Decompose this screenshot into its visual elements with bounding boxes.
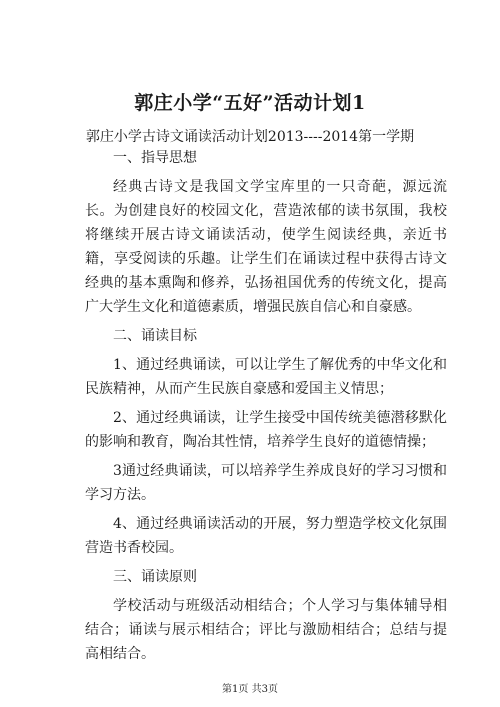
paragraph-goal-4: 4、通过经典诵读活动的开展，努力塑造学校文化氛围营造书香校园。 bbox=[85, 516, 447, 556]
paragraph-guiding-ideas: 经典古诗文是我国文学宝库里的一只奇葩，源远流长。为创建良好的校园文化，营造浓郁的读书氛围，我校将继续开展古诗文诵读活动，使学生阅读经典，亲近书籍，享受阅读的乐趣。让学生们在诵读过程中获得古诗文经典的基本熏陶和修养，弘扬祖国优秀的传统文化，提高广大学生文化和道德素质，增强民族自信心和自豪感。 bbox=[85, 179, 447, 315]
document-body bbox=[85, 146, 447, 671]
paragraph-goal-2: 2、通过经典诵读，让学生接受中国传统美德潜移默化的影响和教育，陶冶其性情，培养学生良好的道德情操； bbox=[85, 410, 447, 450]
document-subtitle: 郭庄小学古诗文诵读活动计划2013----2014第一学期 bbox=[85, 129, 415, 145]
section-heading-reading-goals: 二、诵读目标 bbox=[113, 328, 197, 344]
page-footer: 第1页 共3页 bbox=[222, 684, 278, 695]
paragraph-principles: 学校活动与班级活动相结合；个人学习与集体辅导相结合；诵读与展示相结合；评比与激励相结合；总结与提高相结合。 bbox=[85, 598, 447, 662]
paragraph-goal-1: 1、通过经典诵读，可以让学生了解优秀的中华文化和民族精神，从而产生民族自豪感和爱国主义情思； bbox=[85, 357, 447, 397]
section-heading-guiding-ideas: 一、指导思想 bbox=[113, 150, 197, 166]
section-heading-reading-principles: 三、诵读原则 bbox=[113, 569, 197, 585]
paragraph-goal-3: 3通过经典诵读，可以培养学生养成良好的学习习惯和学习方法。 bbox=[85, 463, 447, 503]
document-title: 郭庄小学“五好”活动计划1 bbox=[134, 92, 366, 114]
